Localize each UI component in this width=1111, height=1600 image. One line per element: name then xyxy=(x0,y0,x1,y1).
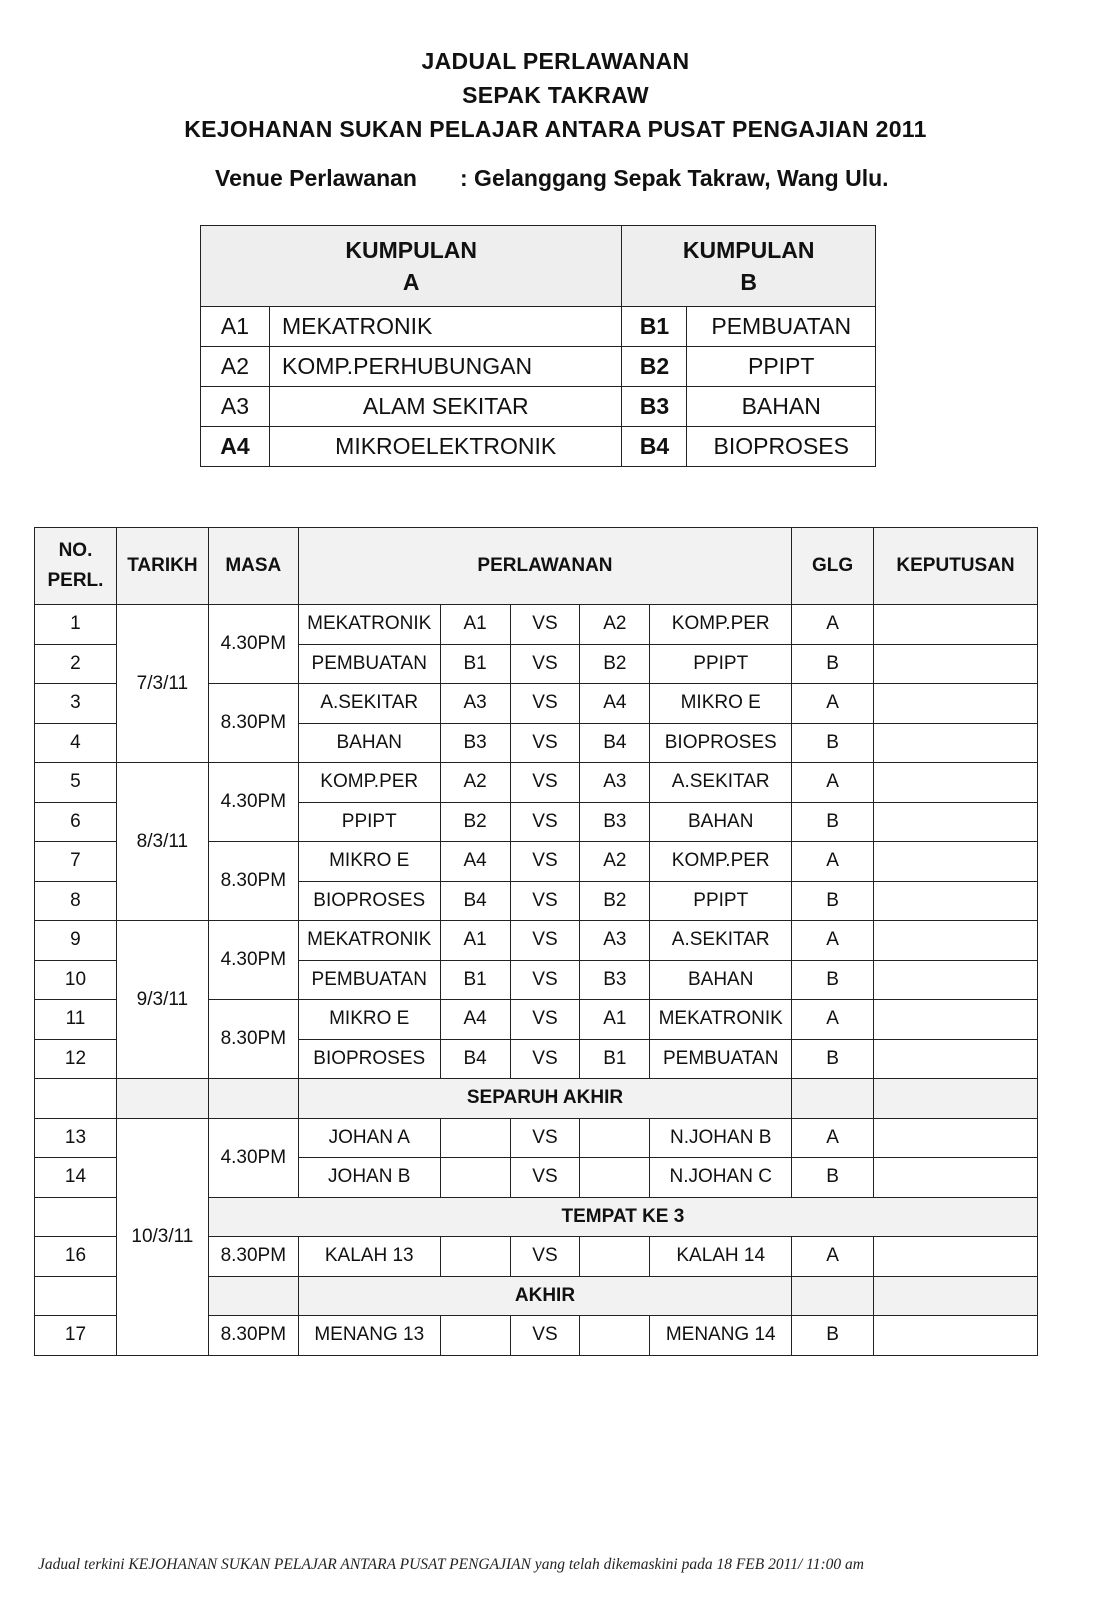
group-b-header xyxy=(622,226,876,307)
phase-empty-cell xyxy=(35,1197,117,1237)
vs-label: VS xyxy=(510,842,580,882)
phase-label-semi: SEPARUH AKHIR xyxy=(298,1079,791,1119)
code-away: A4 xyxy=(580,684,650,724)
match-court: B xyxy=(792,802,874,842)
match-date: 8/3/11 xyxy=(116,763,208,921)
group-a-code: A3 xyxy=(201,387,270,427)
match-result xyxy=(874,684,1038,724)
match-result xyxy=(874,644,1038,684)
match-court: A xyxy=(792,763,874,803)
schedule-table xyxy=(34,527,1038,1356)
title-line-2: SEPAK TAKRAW xyxy=(462,82,649,108)
code-away: A2 xyxy=(580,842,650,882)
team-home: MENANG 13 xyxy=(298,1316,440,1356)
team-home: BIOPROSES xyxy=(298,1039,440,1079)
code-home xyxy=(440,1158,510,1198)
code-away: A2 xyxy=(580,605,650,645)
header-no-line1: NO. xyxy=(58,540,93,561)
title-line-1: JADUAL PERLAWANAN xyxy=(421,48,690,74)
match-result xyxy=(874,605,1038,645)
phase-empty-cell xyxy=(208,1276,298,1316)
header-keputusan: KEPUTUSAN xyxy=(874,528,1038,605)
code-away: B2 xyxy=(580,881,650,921)
match-time: 8.30PM xyxy=(208,842,298,921)
phase-row xyxy=(35,1079,1038,1119)
team-away: BIOPROSES xyxy=(650,723,792,763)
vs-label: VS xyxy=(510,1039,580,1079)
match-court: B xyxy=(792,1039,874,1079)
match-no: 6 xyxy=(35,802,117,842)
match-court: B xyxy=(792,1158,874,1198)
match-row xyxy=(35,921,1038,961)
vs-label: VS xyxy=(510,802,580,842)
team-away: A.SEKITAR xyxy=(650,763,792,803)
team-home: MEKATRONIK xyxy=(298,605,440,645)
schedule-header-row xyxy=(35,528,1038,605)
code-away: B2 xyxy=(580,644,650,684)
code-home: A4 xyxy=(440,1000,510,1040)
match-court: B xyxy=(792,644,874,684)
match-date: 7/3/11 xyxy=(116,605,208,763)
group-b-team: PEMBUATAN xyxy=(687,307,876,347)
match-time: 8.30PM xyxy=(208,1316,298,1356)
header-glg: GLG xyxy=(792,528,874,605)
venue-line xyxy=(215,165,889,192)
match-result xyxy=(874,1158,1038,1198)
match-time: 4.30PM xyxy=(208,763,298,842)
groups-row xyxy=(201,347,876,387)
title-line-3: KEJOHANAN SUKAN PELAJAR ANTARA PUSAT PENGAJIAN 2011 xyxy=(184,116,927,142)
team-away: MENANG 14 xyxy=(650,1316,792,1356)
match-no: 8 xyxy=(35,881,117,921)
code-away xyxy=(580,1118,650,1158)
match-court: A xyxy=(792,684,874,724)
group-a-code: A4 xyxy=(201,427,270,467)
phase-empty-cell xyxy=(116,1079,208,1119)
match-result xyxy=(874,842,1038,882)
team-home: BIOPROSES xyxy=(298,881,440,921)
group-b-code: B2 xyxy=(622,347,687,387)
match-time: 4.30PM xyxy=(208,605,298,684)
team-away: N.JOHAN B xyxy=(650,1118,792,1158)
vs-label: VS xyxy=(510,605,580,645)
phase-label-final: AKHIR xyxy=(298,1276,791,1316)
match-court: B xyxy=(792,723,874,763)
groups-row xyxy=(201,427,876,467)
group-b-code: B1 xyxy=(622,307,687,347)
code-away: A3 xyxy=(580,921,650,961)
code-away: A1 xyxy=(580,1000,650,1040)
match-result xyxy=(874,1000,1038,1040)
header-no-line2: PERL. xyxy=(47,570,104,591)
match-no: 2 xyxy=(35,644,117,684)
vs-label: VS xyxy=(510,723,580,763)
team-away: PPIPT xyxy=(650,644,792,684)
code-away: B4 xyxy=(580,723,650,763)
code-away: B3 xyxy=(580,960,650,1000)
group-b-team: BIOPROSES xyxy=(687,427,876,467)
match-court: B xyxy=(792,1316,874,1356)
footer-note: Jadual terkini KEJOHANAN SUKAN PELAJAR ANTARA PUSAT PENGAJIAN yang telah dikemaskini pada 18 FEB 2011/ 11:00 am xyxy=(38,1556,864,1573)
phase-empty-cell xyxy=(792,1079,874,1119)
code-home: B4 xyxy=(440,1039,510,1079)
code-home: A2 xyxy=(440,763,510,803)
match-time: 8.30PM xyxy=(208,1237,298,1277)
match-result xyxy=(874,1316,1038,1356)
phase-empty-cell xyxy=(792,1276,874,1316)
team-away: PPIPT xyxy=(650,881,792,921)
match-result xyxy=(874,881,1038,921)
match-result xyxy=(874,723,1038,763)
group-b-team: PPIPT xyxy=(687,347,876,387)
match-court: B xyxy=(792,960,874,1000)
match-result xyxy=(874,960,1038,1000)
code-home: B3 xyxy=(440,723,510,763)
team-home: PPIPT xyxy=(298,802,440,842)
group-a-header xyxy=(201,226,622,307)
group-b-team: BAHAN xyxy=(687,387,876,427)
vs-label: VS xyxy=(510,921,580,961)
match-date: 10/3/11 xyxy=(116,1118,208,1355)
team-home: JOHAN B xyxy=(298,1158,440,1198)
match-no: 1 xyxy=(35,605,117,645)
group-a-header-line1: KUMPULAN xyxy=(345,237,478,263)
match-date: 9/3/11 xyxy=(116,921,208,1079)
team-home: KOMP.PER xyxy=(298,763,440,803)
groups-row xyxy=(201,387,876,427)
team-home: MEKATRONIK xyxy=(298,921,440,961)
match-court: A xyxy=(792,1237,874,1277)
group-a-team: ALAM SEKITAR xyxy=(270,387,622,427)
phase-empty-cell xyxy=(35,1276,117,1316)
team-home: A.SEKITAR xyxy=(298,684,440,724)
vs-label: VS xyxy=(510,763,580,803)
code-home: A3 xyxy=(440,684,510,724)
vs-label: VS xyxy=(510,684,580,724)
team-home: MIKRO E xyxy=(298,1000,440,1040)
code-home xyxy=(440,1118,510,1158)
code-home: B1 xyxy=(440,960,510,1000)
group-a-code: A1 xyxy=(201,307,270,347)
match-no: 7 xyxy=(35,842,117,882)
vs-label: VS xyxy=(510,644,580,684)
header-tarikh: TARIKH xyxy=(116,528,208,605)
phase-empty-cell xyxy=(874,1276,1038,1316)
phase-empty-cell xyxy=(35,1079,117,1119)
match-row xyxy=(35,763,1038,803)
team-away: A.SEKITAR xyxy=(650,921,792,961)
vs-label: VS xyxy=(510,1316,580,1356)
match-result xyxy=(874,802,1038,842)
team-away: KALAH 14 xyxy=(650,1237,792,1277)
match-no: 9 xyxy=(35,921,117,961)
venue-value: : Gelanggang Sepak Takraw, Wang Ulu. xyxy=(460,165,889,191)
match-time: 8.30PM xyxy=(208,684,298,763)
code-away xyxy=(580,1316,650,1356)
match-court: A xyxy=(792,1118,874,1158)
code-home: A1 xyxy=(440,605,510,645)
match-time: 8.30PM xyxy=(208,1000,298,1079)
document-title xyxy=(0,44,1111,146)
match-result xyxy=(874,1039,1038,1079)
team-away: KOMP.PER xyxy=(650,842,792,882)
match-court: A xyxy=(792,842,874,882)
code-home: A1 xyxy=(440,921,510,961)
team-away: MIKRO E xyxy=(650,684,792,724)
group-b-code: B4 xyxy=(622,427,687,467)
team-home: PEMBUATAN xyxy=(298,644,440,684)
match-result xyxy=(874,1237,1038,1277)
match-no: 10 xyxy=(35,960,117,1000)
code-home: B4 xyxy=(440,881,510,921)
match-no: 4 xyxy=(35,723,117,763)
vs-label: VS xyxy=(510,1237,580,1277)
phase-empty-cell xyxy=(208,1079,298,1119)
code-away: A3 xyxy=(580,763,650,803)
match-result xyxy=(874,921,1038,961)
code-away: B1 xyxy=(580,1039,650,1079)
header-no xyxy=(35,528,117,605)
header-perlawanan: PERLAWANAN xyxy=(298,528,791,605)
match-no: 14 xyxy=(35,1158,117,1198)
group-a-team: MEKATRONIK xyxy=(270,307,622,347)
match-no: 12 xyxy=(35,1039,117,1079)
code-away: B3 xyxy=(580,802,650,842)
team-away: PEMBUATAN xyxy=(650,1039,792,1079)
team-away: BAHAN xyxy=(650,802,792,842)
match-row xyxy=(35,605,1038,645)
group-a-code: A2 xyxy=(201,347,270,387)
phase-label-third: TEMPAT KE 3 xyxy=(208,1197,1037,1237)
match-court: A xyxy=(792,921,874,961)
vs-label: VS xyxy=(510,960,580,1000)
vs-label: VS xyxy=(510,881,580,921)
vs-label: VS xyxy=(510,1118,580,1158)
group-a-team: KOMP.PERHUBUNGAN xyxy=(270,347,622,387)
match-no: 17 xyxy=(35,1316,117,1356)
code-home: B1 xyxy=(440,644,510,684)
team-away: MEKATRONIK xyxy=(650,1000,792,1040)
team-home: MIKRO E xyxy=(298,842,440,882)
match-no: 11 xyxy=(35,1000,117,1040)
groups-header-row xyxy=(201,226,876,307)
venue-label: Venue Perlawanan xyxy=(215,165,417,191)
groups-row xyxy=(201,307,876,347)
vs-label: VS xyxy=(510,1158,580,1198)
team-home: BAHAN xyxy=(298,723,440,763)
groups-table xyxy=(200,225,876,467)
match-no: 13 xyxy=(35,1118,117,1158)
header-masa: MASA xyxy=(208,528,298,605)
match-no: 16 xyxy=(35,1237,117,1277)
group-a-header-line2: A xyxy=(402,269,420,295)
phase-empty-cell xyxy=(874,1079,1038,1119)
match-result xyxy=(874,1118,1038,1158)
code-away xyxy=(580,1158,650,1198)
team-away: N.JOHAN C xyxy=(650,1158,792,1198)
code-away xyxy=(580,1237,650,1277)
group-b-header-line1: KUMPULAN xyxy=(682,237,815,263)
group-a-team: MIKROELEKTRONIK xyxy=(270,427,622,467)
code-home xyxy=(440,1237,510,1277)
match-time: 4.30PM xyxy=(208,1118,298,1197)
match-row xyxy=(35,1118,1038,1158)
group-b-code: B3 xyxy=(622,387,687,427)
code-home: A4 xyxy=(440,842,510,882)
match-no: 3 xyxy=(35,684,117,724)
match-court: B xyxy=(792,881,874,921)
team-away: KOMP.PER xyxy=(650,605,792,645)
code-home xyxy=(440,1316,510,1356)
team-away: BAHAN xyxy=(650,960,792,1000)
match-result xyxy=(874,763,1038,803)
vs-label: VS xyxy=(510,1000,580,1040)
team-home: PEMBUATAN xyxy=(298,960,440,1000)
match-no: 5 xyxy=(35,763,117,803)
team-home: JOHAN A xyxy=(298,1118,440,1158)
match-court: A xyxy=(792,605,874,645)
match-court: A xyxy=(792,1000,874,1040)
group-b-header-line2: B xyxy=(740,269,758,295)
code-home: B2 xyxy=(440,802,510,842)
team-home: KALAH 13 xyxy=(298,1237,440,1277)
match-time: 4.30PM xyxy=(208,921,298,1000)
